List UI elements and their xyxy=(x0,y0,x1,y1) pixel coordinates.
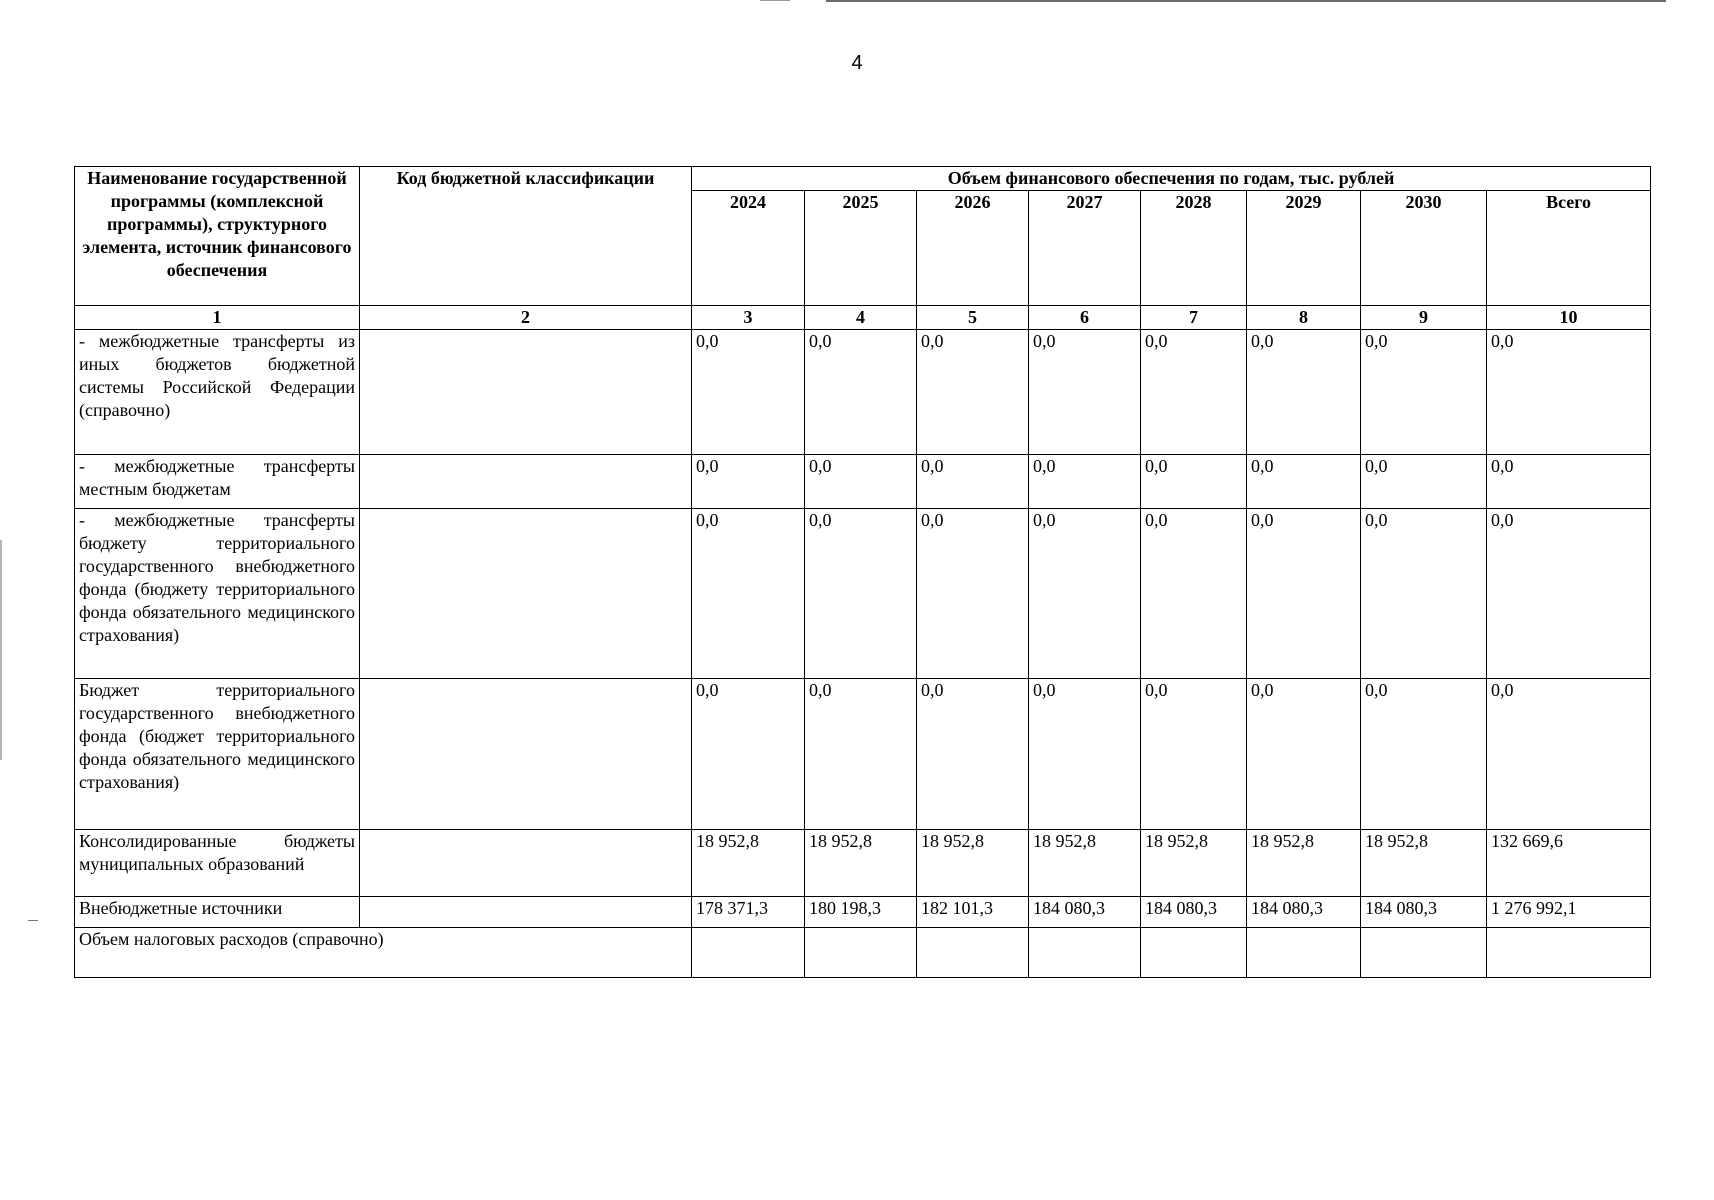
value-cell: 18 952,8 xyxy=(692,830,805,897)
total-cell: 132 669,6 xyxy=(1487,830,1651,897)
value-cell: 182 101,3 xyxy=(917,897,1029,928)
header-year: 2026 xyxy=(917,191,1029,306)
value-cell: 0,0 xyxy=(917,509,1029,679)
row-name: Консолидированные бюджеты муниципальных образований xyxy=(75,830,360,897)
value-cell: 178 371,3 xyxy=(692,897,805,928)
value-cell: 0,0 xyxy=(1361,330,1487,455)
row-code xyxy=(360,455,692,509)
value-cell: 0,0 xyxy=(1141,679,1247,830)
row-name: - межбюджетные трансферты из иных бюджетов бюджетной системы Российской Федерации (справочно) xyxy=(75,330,360,455)
header-year: 2027 xyxy=(1029,191,1141,306)
value-cell: 0,0 xyxy=(805,330,917,455)
header-year: 2024 xyxy=(692,191,805,306)
value-cell: 18 952,8 xyxy=(1141,830,1247,897)
value-cell: 0,0 xyxy=(692,509,805,679)
value-cell: 0,0 xyxy=(805,509,917,679)
value-cell: 0,0 xyxy=(917,455,1029,509)
total-cell: 0,0 xyxy=(1487,330,1651,455)
value-cell: 0,0 xyxy=(692,679,805,830)
table-row xyxy=(75,679,1651,830)
table-row xyxy=(75,897,1651,928)
value-cell: 18 952,8 xyxy=(1361,830,1487,897)
column-number: 4 xyxy=(805,306,917,330)
row-name: Внебюджетные источники xyxy=(75,897,360,928)
value-cell xyxy=(1029,928,1141,978)
value-cell xyxy=(805,928,917,978)
financing-table xyxy=(74,166,1651,978)
scan-left-edge xyxy=(0,540,2,760)
value-cell: 0,0 xyxy=(1361,509,1487,679)
row-code xyxy=(360,509,692,679)
tax-row-name: Объем налоговых расходов (справочно) xyxy=(75,928,692,978)
column-number: 8 xyxy=(1247,306,1361,330)
column-number: 9 xyxy=(1361,306,1487,330)
value-cell: 0,0 xyxy=(805,679,917,830)
scan-left-tick xyxy=(28,920,38,921)
value-cell: 0,0 xyxy=(1361,455,1487,509)
value-cell: 0,0 xyxy=(1029,330,1141,455)
row-code xyxy=(360,897,692,928)
value-cell: 0,0 xyxy=(1029,679,1141,830)
table-row xyxy=(75,830,1651,897)
table-row xyxy=(75,455,1651,509)
value-cell: 0,0 xyxy=(1247,509,1361,679)
value-cell: 0,0 xyxy=(1247,679,1361,830)
table-row xyxy=(75,330,1651,455)
scan-top-mark xyxy=(760,0,790,1)
column-number: 5 xyxy=(917,306,1029,330)
row-name: - межбюджетные трансферты бюджету территориального государственного внебюджетного фонда (бюджету территориального фонда обязательного медицинского страхования) xyxy=(75,509,360,679)
column-numbers-row xyxy=(75,306,1651,330)
table-row xyxy=(75,509,1651,679)
value-cell: 0,0 xyxy=(917,679,1029,830)
total-cell: 0,0 xyxy=(1487,455,1651,509)
value-cell xyxy=(917,928,1029,978)
column-number: 2 xyxy=(360,306,692,330)
scan-top-edge xyxy=(826,0,1666,2)
header-year: 2030 xyxy=(1361,191,1487,306)
value-cell: 0,0 xyxy=(1029,455,1141,509)
header-year: 2029 xyxy=(1247,191,1361,306)
value-cell xyxy=(1361,928,1487,978)
total-cell: 0,0 xyxy=(1487,509,1651,679)
value-cell: 18 952,8 xyxy=(1029,830,1141,897)
value-cell: 184 080,3 xyxy=(1029,897,1141,928)
column-number: 3 xyxy=(692,306,805,330)
header-code-col: Код бюджетной классификации xyxy=(360,167,692,306)
value-cell xyxy=(692,928,805,978)
value-cell: 184 080,3 xyxy=(1247,897,1361,928)
value-cell: 0,0 xyxy=(917,330,1029,455)
row-code xyxy=(360,679,692,830)
value-cell: 184 080,3 xyxy=(1141,897,1247,928)
value-cell: 18 952,8 xyxy=(917,830,1029,897)
value-cell: 0,0 xyxy=(805,455,917,509)
value-cell: 0,0 xyxy=(1361,679,1487,830)
row-code xyxy=(360,830,692,897)
header-year: 2028 xyxy=(1141,191,1247,306)
column-number: 7 xyxy=(1141,306,1247,330)
value-cell: 0,0 xyxy=(1141,455,1247,509)
row-name: - межбюджетные трансферты местным бюджетам xyxy=(75,455,360,509)
value-cell: 0,0 xyxy=(1141,509,1247,679)
header-year: 2025 xyxy=(805,191,917,306)
total-cell xyxy=(1487,928,1651,978)
value-cell: 0,0 xyxy=(692,455,805,509)
header-name-col: Наименование государственной программы (комплексной программы), структурного элемента, источник финансового обеспечения xyxy=(75,167,360,306)
value-cell: 18 952,8 xyxy=(805,830,917,897)
value-cell: 184 080,3 xyxy=(1361,897,1487,928)
value-cell: 0,0 xyxy=(692,330,805,455)
total-cell: 0,0 xyxy=(1487,679,1651,830)
header-total: Всего xyxy=(1487,191,1651,306)
table-row-tax xyxy=(75,928,1651,978)
value-cell: 180 198,3 xyxy=(805,897,917,928)
column-number: 6 xyxy=(1029,306,1141,330)
header-volume-group: Объем финансового обеспечения по годам, тыс. рублей xyxy=(692,167,1651,191)
value-cell xyxy=(1247,928,1361,978)
total-cell: 1 276 992,1 xyxy=(1487,897,1651,928)
value-cell: 0,0 xyxy=(1141,330,1247,455)
value-cell: 0,0 xyxy=(1247,455,1361,509)
page-number: 4 xyxy=(851,52,863,74)
value-cell: 0,0 xyxy=(1029,509,1141,679)
row-name: Бюджет территориального государственного внебюджетного фонда (бюджет территориального фонда обязательного медицинского страхования) xyxy=(75,679,360,830)
value-cell xyxy=(1141,928,1247,978)
row-code xyxy=(360,330,692,455)
column-number: 1 xyxy=(75,306,360,330)
value-cell: 18 952,8 xyxy=(1247,830,1361,897)
value-cell: 0,0 xyxy=(1247,330,1361,455)
column-number: 10 xyxy=(1487,306,1651,330)
